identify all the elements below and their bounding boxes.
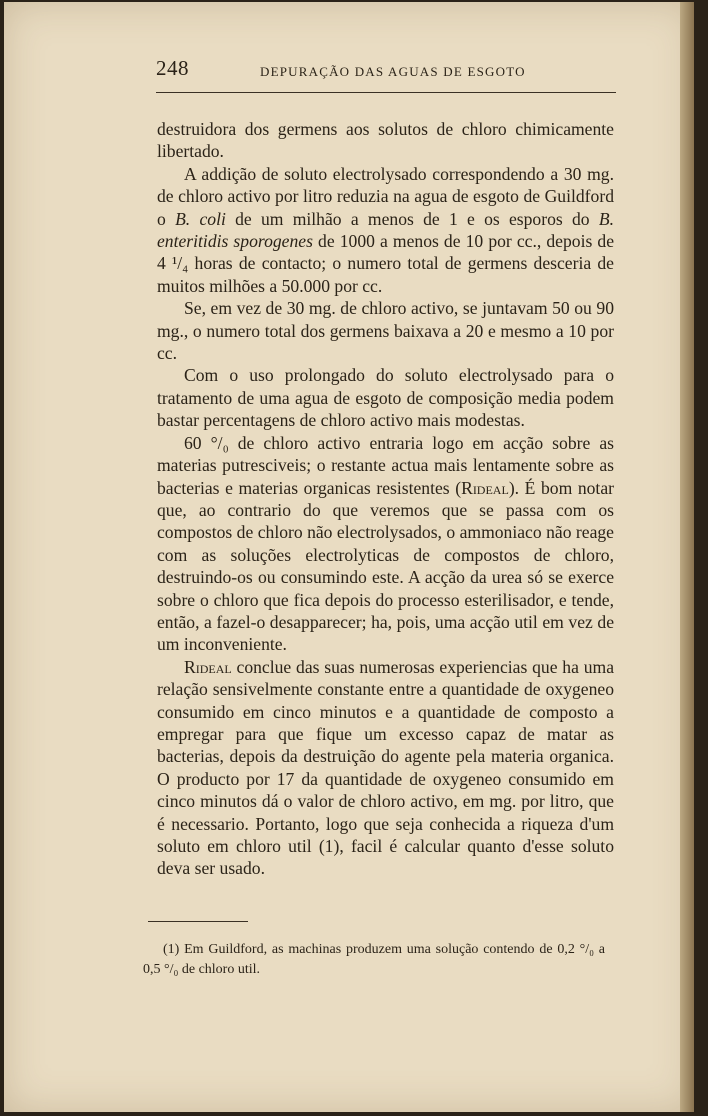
- footnote-rule: [148, 921, 248, 922]
- paragraph-2: A addição de soluto electrolysado correspondendo a 30 mg. de chloro activo por litro reduzia na agua de esgoto de Guildford o B. coli de um milhão a menos de 1 e os esporos do B. enteritidis sporogenes de 1000 a menos de 10 por cc., depois de 4 ¹/₄ horas de contacto; o numero total de germens desceria de muitos milhões a 50.000 por cc.: [157, 163, 614, 296]
- page-edge: [680, 2, 694, 1112]
- paragraph-6: Rideal conclue das suas numerosas experiencias que ha uma relação sensivelmente constante entre a quantidade de oxygeneo consumido em cinco minutos e a quantidade de composto a empregar para que fique um excesso capaz de matar as bacterias, depois da destruição do agente pela materia organica. O producto por 17 da quantidade de oxygeneo consumido em cinco minutos dá o valor de chloro activo, em mg. por litro, que é necessario. Portanto, logo que seja conhecida a riqueza d'um soluto em chloro util (1), facil é calcular quanto d'esse soluto deva ser usado.: [157, 656, 614, 879]
- header-rule: [156, 92, 616, 93]
- footnote: [143, 940, 605, 980]
- italic-species-2: B. enteritidis sporogenes: [157, 208, 614, 252]
- italic-species-1: B. coli: [175, 208, 226, 229]
- paragraph-4: Com o uso prolongado do soluto electrolysado para o tratamento de uma agua de esgoto de composição media podem bastar percentagens de chloro activo mais modestas.: [157, 365, 614, 431]
- author-name: Rideal: [184, 656, 232, 677]
- page-number: 248: [156, 56, 189, 80]
- running-head: DEPURAÇÃO DAS AGUAS DE ESGOTO: [260, 64, 526, 79]
- author-name: Rideal: [461, 477, 509, 498]
- body-text: [157, 118, 614, 880]
- paragraph-5: 60 °/₀ de chloro activo entraria logo em acção sobre as materias putresciveis; o restante actua mais lentamente sobre as bacterias e materias organicas resistentes (Rideal). É bom notar que, ao contrario do que veremos que se passa com os compostos de chloro não electrolysados, o ammoniaco não reage com as soluções electrolyticas de compostos de chloro, destruindo-os ou consumindo este. A acção da urea só se exerce sobre o chloro que fica depois do processo esterilisador, e tende, então, a fazel-o desapparecer; ha, pois, uma acção util em vez de um inconveniente.: [157, 432, 614, 655]
- paragraph-1: destruidora dos germens aos solutos de chloro chimicamente libertado.: [157, 119, 614, 162]
- paragraph-3: Se, em vez de 30 mg. de chloro activo, se juntavam 50 ou 90 mg., o numero total dos germens baixava a 20 e mesmo a 10 por cc.: [157, 298, 614, 364]
- footnote-text: (1) Em Guildford, as machinas produzem uma solução contendo de 0,2 °/₀ a 0,5 °/₀ de chloro util.: [143, 942, 605, 977]
- page-header: [156, 56, 616, 86]
